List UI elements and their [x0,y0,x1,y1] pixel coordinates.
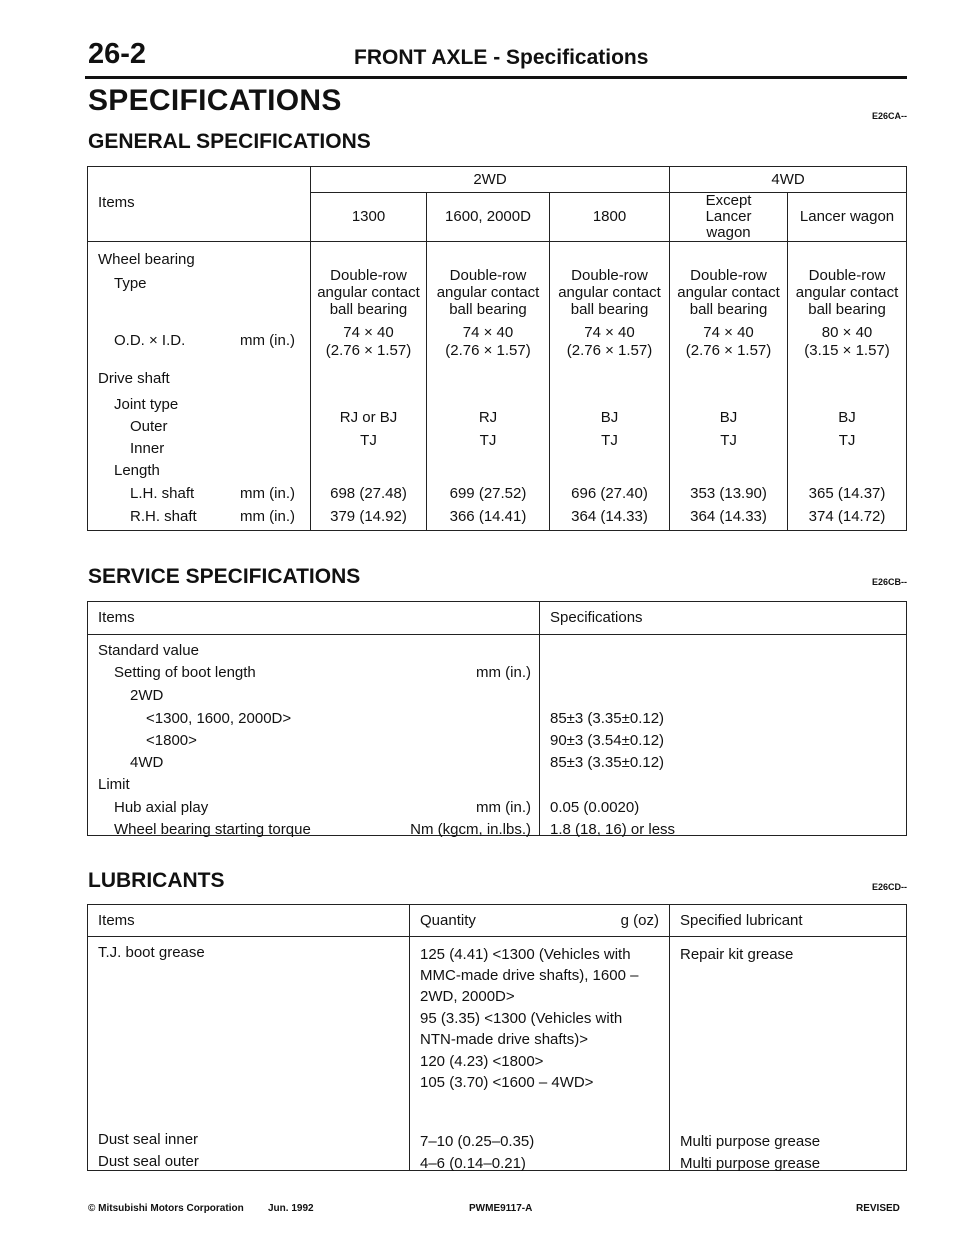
col-header-except-lancer-wagon: Except Lancer wagon [670,193,788,242]
general-col-1300 [311,242,427,531]
od-id-in-lancer-wagon: (3.15 × 1.57) [804,342,890,359]
label-lh-shaft: L.H. shaft [130,485,195,502]
label-sub1: <1300, 1600, 2000D> [146,710,292,727]
label-od-id: O.D. × I.D. [114,332,186,349]
service-spec-header: Specifications [540,602,907,635]
inner-1800: TJ [601,432,618,449]
lh-lancer-wagon: 365 (14.37) [808,485,886,502]
lh-1300: 698 (27.48) [330,485,407,502]
label-drive-shaft: Drive shaft [98,370,170,387]
footer-copyright: © Mitsubishi Motors Corporation [88,1203,244,1214]
label-lh-unit: mm (in.) [240,485,295,502]
service-labels-cell [88,635,540,836]
group-2wd-header: 2WD [311,167,670,193]
label-boot-length: Setting of boot length [114,664,256,681]
type-except-lancer-wagon: Double-row angular contact ball bearing [677,267,780,318]
value-4wd: 85±3 (3.35±0.12) [550,754,665,771]
outer-lancer-wagon: BJ [838,409,856,426]
subsection-title-lubricants: LUBRICANTS [88,869,225,892]
outer-1300: RJ or BJ [339,409,398,426]
service-items-header: Items [88,602,540,635]
label-sub2: <1800> [146,732,197,749]
value-hub-play: 0.05 (0.0020) [550,799,640,816]
section-code-specifications: E26CA-- [871,111,907,121]
inner-1300: TJ [360,432,377,449]
rh-1300: 379 (14.92) [330,508,407,525]
lubricants-table [87,904,907,1171]
value-torque: 1.8 (18, 16) or less [550,821,676,838]
lh-1600: 699 (27.52) [449,485,527,502]
value-sub1: 85±3 (3.35±0.12) [550,710,665,727]
inner-except-lancer-wagon: TJ [720,432,737,449]
general-row-labels [88,242,311,531]
type-1800: Double-row angular contact ball bearing [558,267,661,318]
qty-tj-line2: MMC-made drive shafts), 1600 – [420,967,639,984]
general-items-label: Items [98,194,135,211]
label-torque-unit: Nm (kgcm, in.lbs.) [410,821,531,838]
label-rh-shaft: R.H. shaft [130,508,197,525]
page-number: 26-2 [88,38,147,70]
label-rh-unit: mm (in.) [240,508,295,525]
label-outer: Outer [130,418,168,435]
lub-tj-boot: Repair kit grease [680,946,794,963]
general-col-1600 [427,242,550,531]
qty-tj-line6: 120 (4.23) <1800> [420,1053,544,1070]
rh-1600: 366 (14.41) [449,508,527,525]
qty-tj-line5: NTN-made drive shafts)> [420,1031,588,1048]
qty-tj-line1: 125 (4.41) <1300 (Vehicles with [420,946,631,963]
footer-date: Jun. 1992 [268,1203,314,1214]
group-4wd-header: 4WD [670,167,907,193]
od-id-in-1800: (2.76 × 1.57) [566,342,653,359]
item-dust-outer: Dust seal outer [98,1153,199,1170]
general-spec-table [87,166,907,531]
lh-except-lancer-wagon: 353 (13.90) [690,485,767,502]
od-id-except-lancer-wagon: 74 × 40 [703,324,754,341]
section-code-service: E26CB-- [871,577,907,587]
lh-1800: 696 (27.40) [571,485,648,502]
label-standard-value: Standard value [98,642,199,659]
running-title: FRONT AXLE - Specifications [354,46,649,69]
item-tj-boot: T.J. boot grease [98,944,205,961]
general-col-except-lancer-wagon [670,242,788,531]
lube-items-cell [88,937,410,1171]
outer-1600: RJ [478,409,498,426]
inner-1600: TJ [479,432,497,449]
subsection-title-service: SERVICE SPECIFICATIONS [88,565,361,588]
label-boot-unit: mm (in.) [476,664,531,681]
lube-lubricant-cell [670,937,907,1171]
subsection-title-general: GENERAL SPECIFICATIONS [88,130,371,153]
value-sub2: 90±3 (3.54±0.12) [550,732,665,749]
label-wheel-bearing: Wheel bearing [98,251,195,268]
footer-doc-number: PWME9117-A [469,1203,533,1214]
label-torque: Wheel bearing starting torque [114,821,311,838]
label-2wd: 2WD [130,687,164,704]
general-items-header [88,167,311,242]
label-4wd: 4WD [130,754,164,771]
inner-lancer-wagon: TJ [838,432,856,449]
section-title-specifications: SPECIFICATIONS [88,84,342,117]
label-hub-unit: mm (in.) [476,799,531,816]
col-header-1800: 1800 [550,193,670,242]
qty-dust-outer: 4–6 (0.14–0.21) [420,1155,526,1172]
type-1600: Double-row angular contact ball bearing [436,267,540,318]
lube-lubricant-header: Specified lubricant [670,905,907,937]
rh-1800: 364 (14.33) [571,508,648,525]
header-rule [85,76,907,79]
od-id-lancer-wagon: 80 × 40 [821,324,873,341]
service-values-cell [540,635,907,836]
section-code-lubricants: E26CD-- [871,882,907,892]
general-col-1800 [550,242,670,531]
col-header-1300: 1300 [311,193,427,242]
od-id-in-except-lancer-wagon: (2.76 × 1.57) [685,342,772,359]
lub-dust-inner: Multi purpose grease [680,1133,821,1150]
type-1300: Double-row angular contact ball bearing [317,267,420,318]
type-lancer-wagon: Double-row angular contact ball bearing [795,267,899,318]
label-inner: Inner [130,440,165,457]
qty-tj-line3: 2WD, 2000D> [420,988,515,1005]
service-spec-table [87,601,907,836]
od-id-1300: 74 × 40 [343,324,394,341]
od-id-in-1600: (2.76 × 1.57) [445,342,531,359]
col-header-lancer-wagon: Lancer wagon [788,193,907,242]
outer-1800: BJ [600,409,619,426]
lube-items-header: Items [88,905,410,937]
od-id-1600: 74 × 40 [462,324,514,341]
rh-except-lancer-wagon: 364 (14.33) [690,508,767,525]
label-joint-type: Joint type [114,396,179,413]
qty-tj-line4: 95 (3.35) <1300 (Vehicles with [420,1010,623,1027]
general-col-lancer-wagon [788,242,907,531]
label-length: Length [114,462,160,479]
od-id-1800: 74 × 40 [584,324,635,341]
item-dust-inner: Dust seal inner [98,1131,199,1148]
label-type: Type [114,275,147,292]
label-limit: Limit [98,776,130,793]
col-header-1600: 1600, 2000D [427,193,550,242]
od-id-in-1300: (2.76 × 1.57) [325,342,412,359]
label-hub-play: Hub axial play [114,799,209,816]
qty-tj-line7: 105 (3.70) <1600 – 4WD> [420,1074,594,1091]
footer-revised: REVISED [856,1203,900,1214]
lube-quantity-cell [410,937,670,1171]
lub-dust-outer: Multi purpose grease [680,1155,821,1172]
qty-dust-inner: 7–10 (0.25–0.35) [420,1133,535,1150]
label-od-id-unit: mm (in.) [240,332,295,349]
rh-lancer-wagon: 374 (14.72) [808,508,886,525]
outer-except-lancer-wagon: BJ [719,409,738,426]
lube-quantity-header: Quantity g (oz) [410,905,670,937]
